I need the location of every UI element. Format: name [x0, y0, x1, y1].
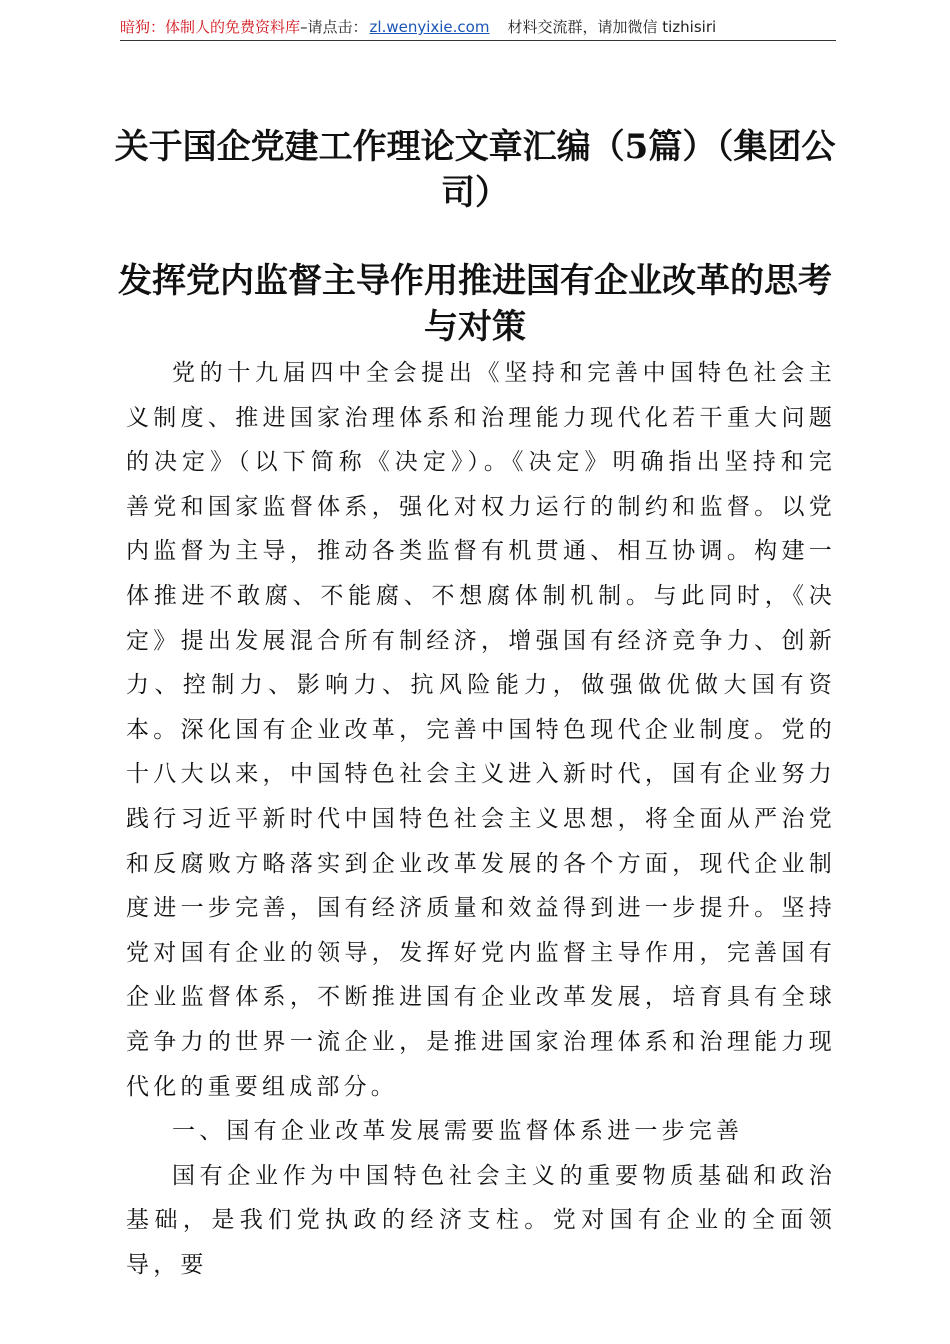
body-paragraph-intro: 党的十九届四中全会提出《坚持和完善中国特色社会主义制度、推进国家治理体系和治理能力现代化若干重大问题的决定》（以下简称《决定》）。《决定》明确指出坚持和完善党和国家监督体系，强化对权力运行的制约和监督。以党内监督为主导，推动各类监督有机贯通、相互协调。构建一体推进不敢腐、不能腐、不想腐体制机制。与此同时，《决定》提出发展混合所有制经济，增强国有经济竞争力、创新力、控制力、影响力、抗风险能力，做强做优做大国有资本。深化国有企业改革，完善中国特色现代企业制度。党的十八大以来，中国特色社会主义进入新时代，国有企业努力践行习近平新时代中国特色社会主义思想，将全面从严治党和反腐败方略落实到企业改革发展的各个方面，现代企业制度进一步完善，国有经济质量和效益得到进一步提升。坚持党对国有企业的领导，发挥好党内监督主导作用，完善国有企业监督体系，不断推进国有企业改革发展，培育具有全球竞争力的世界一流企业，是推进国家治理体系和治理能力现代化的重要组成部分。 [126, 360, 836, 1100]
banner-prompt: –请点击： [300, 18, 368, 36]
article-body [126, 351, 836, 1287]
header-divider [120, 40, 836, 41]
banner-brand: 暗狗：体制人的免费资料库 [120, 18, 301, 36]
top-banner [120, 16, 836, 38]
body-paragraph: 国有企业作为中国特色社会主义的重要物质基础和政治基础，是我们党执政的经济支柱。党对国有企业的全面领导，要 [126, 1162, 836, 1278]
banner-contact: 材料交流群，请加微信 tizhisiri [507, 18, 717, 36]
section-heading: 一、国有企业改革发展需要监督体系进一步完善 [172, 1118, 744, 1145]
article-title: 发挥党内监督主导作用推进国有企业改革的思考与对策 [118, 261, 832, 347]
banner-link[interactable]: zl.wenyixie.com [369, 18, 490, 36]
document-title: 关于国企党建工作理论文章汇编（5篇）（集团公司） [114, 127, 836, 213]
